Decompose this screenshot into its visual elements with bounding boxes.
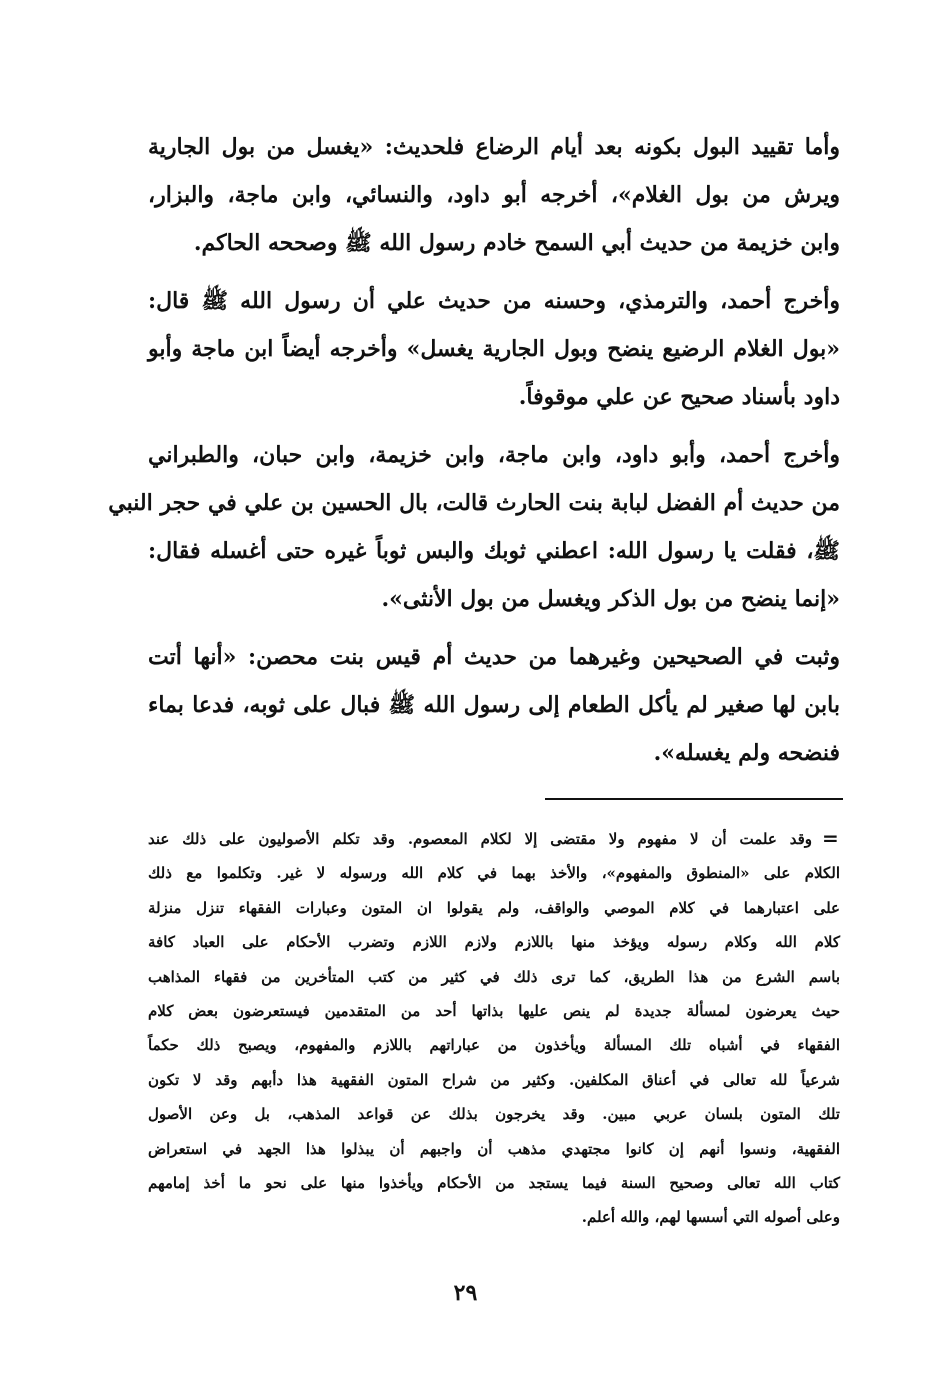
text-line: وأخرج أحمد، وأبو داود، وابن ماجة، وابن خزيمة، وابن حبان، والطبراني xyxy=(148,442,840,468)
footnote-line: الفقهية، ونسوا أنهم إن كانوا مجتهدي مذهب أن واجبهم أن يبذلوا هذا الجهد في استعراض xyxy=(148,1139,840,1158)
text-line: «بول الغلام الرضيع ينضح وبول الجارية يغسل» وأخرجه أيضاً ابن ماجة وأبو xyxy=(148,336,840,362)
text-line: وثبت في الصحيحين وغيرهما من حديث أم قيس بنت محصن: «أنها أتت xyxy=(148,644,840,670)
text-line: ﷺ، فقلت يا رسول الله: اعطني ثوبك والبس ثوباً غيره حتى أغسله فقال: xyxy=(148,538,840,564)
text-line: وأما تقييد البول بكونه بعد أيام الرضاع فلحديث: «يغسل من بول الجارية xyxy=(148,134,840,160)
text-line: وأخرج أحمد، والترمذي، وحسنه من حديث علي أن رسول الله ﷺ قال: xyxy=(148,288,840,314)
paragraph-4 xyxy=(148,633,840,777)
footnote-continuation-marker: = xyxy=(822,826,839,850)
text-line: داود بأسناد صحيح عن علي موقوفاً. xyxy=(518,384,840,410)
paragraph-1 xyxy=(148,123,840,267)
text-line: فنضحه ولم يغسله». xyxy=(653,740,840,766)
text-line: وابن خزيمة من حديث أبي السمح خادم رسول الله ﷺ وصححه الحاكم. xyxy=(193,230,840,256)
page-number: ٢٩ xyxy=(453,1280,478,1306)
footnote-line: حيث يعرضون لمسألة جديدة لم ينص عليها بذاتها أحد من المتقدمين فيستعرضون بعض كلام xyxy=(148,1001,840,1020)
paragraph-2 xyxy=(148,277,840,421)
paragraph-gap xyxy=(148,421,840,431)
footnote-line: الكلام على «المنطوق والمفهوم»، والأخذ بهما في كلام الله ورسوله لا غير. وتكلموا مع ذلك xyxy=(148,864,840,883)
footnote-line: كلام الله وكلام رسوله ويؤخذ منها باللازم ولازم اللازم وتضرب الأحكام على العباد كافة xyxy=(148,933,840,952)
footnote-line: وعلى أصوله التي أسسها لهم، والله أعلم. xyxy=(581,1208,840,1227)
footnote-line: تلك المتون بلسان عربي مبين. وقد يخرجون بذلك عن قواعد المذهب، بل وعن الأصول xyxy=(148,1105,840,1124)
footnote-divider xyxy=(545,798,843,800)
footnote-line: على اعتبارهما في كلام الموصي والواقف، ولم يقولوا ان المتون وعبارات الفقهاء تنزل منزلة xyxy=(148,898,840,917)
paragraph-gap xyxy=(148,623,840,633)
text-line: «إنما ينضح من بول الذكر ويغسل من بول الأنثى». xyxy=(381,586,840,612)
footnote-line: وقد علمت أن لا مفهوم ولا مقتضى إلا لكلام المعصوم. وقد تكلم الأصوليون على ذلك عند xyxy=(148,830,812,848)
footnote-line: كتاب الله تعالى وصحيح السنة فيما يستجد من الأحكام ويأخذوا منها على نحو ما أخذ إمامهم xyxy=(148,1173,840,1192)
text-line: بابن لها صغير لم يأكل الطعام إلى رسول الله ﷺ فبال على ثوبه، فدعا بماء xyxy=(148,692,840,718)
paragraph-gap xyxy=(148,267,840,277)
paragraph-3 xyxy=(108,431,840,623)
text-line: من حديث أم الفضل لبابة بنت الحارث قالت، بال الحسين بن علي في حجر النبي xyxy=(108,490,840,516)
footnote-line: شرعياً لله تعالى في أعناق المكلفين. وكثير من شراح المتون الفقهية هذا دأبهم وقد لا تكون xyxy=(148,1070,840,1089)
footnote-line: الفقهاء في أشباه تلك المسألة ويأخذون من عباراتهم باللازم والمفهوم، ويصبح ذلك حكماً xyxy=(148,1036,840,1055)
main-text xyxy=(108,123,840,777)
footnote-line: باسم الشرع من هذا الطريق، كما ترى ذلك في كثير من كتب المتأخرين من فقهاء المذاهب xyxy=(148,967,840,986)
footnote-block xyxy=(148,822,840,1235)
text-line: ويرش من بول الغلام»، أخرجه أبو داود، والنسائي، وابن ماجة، والبزار، xyxy=(148,182,840,208)
